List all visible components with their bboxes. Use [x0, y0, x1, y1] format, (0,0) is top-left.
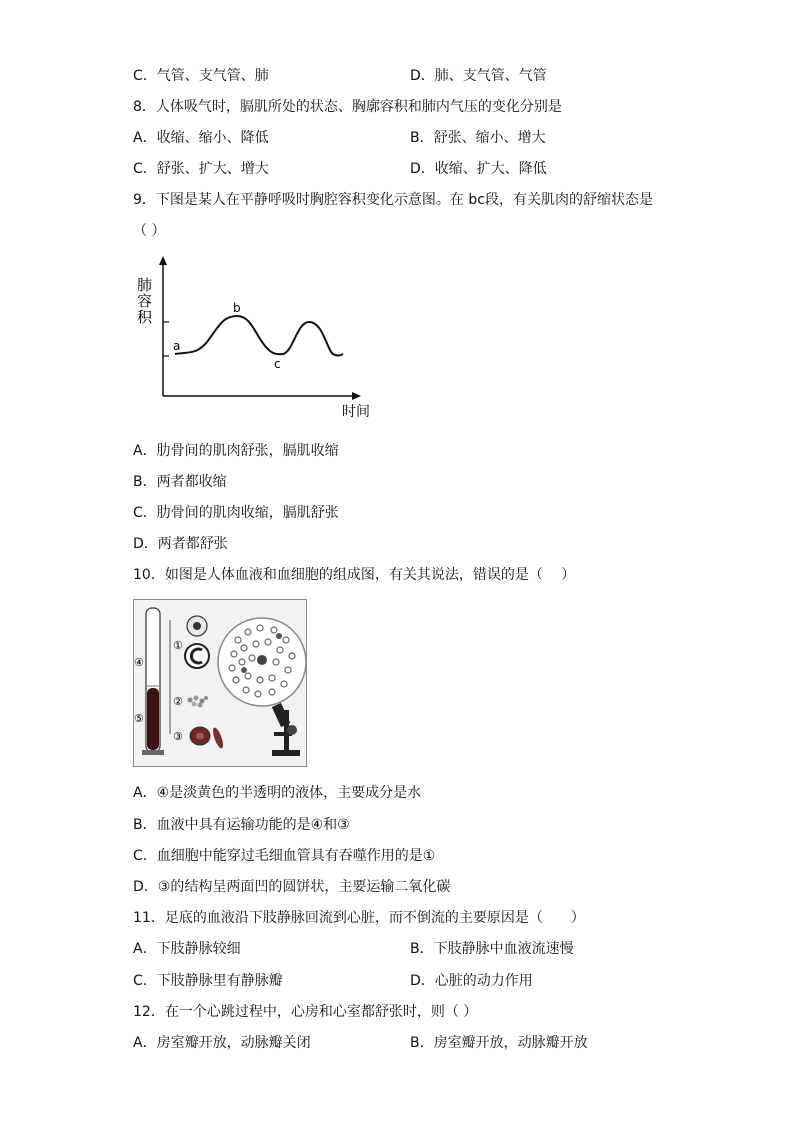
point-a-label: a: [173, 339, 181, 353]
q10-option-a: A．④是淡黄色的半透明的液体，主要成分是水: [133, 785, 422, 801]
q10-option-c: C．血细胞中能穿过毛细血管具有吞噬作用的是①: [133, 848, 436, 864]
label-3: ③: [173, 730, 183, 743]
y-axis-arrow-icon: [159, 256, 167, 265]
blood-composition-drawing: [134, 600, 306, 766]
q7-option-c: C．气管、支气管、肺: [133, 68, 269, 84]
q9-option-d: D．两者都舒张: [133, 536, 228, 552]
volume-curve: [175, 316, 343, 356]
q10-option-b: B．血液中具有运输功能的是④和③: [133, 817, 350, 833]
x-axis-arrow-icon: [352, 392, 361, 400]
q11-stem: 11．足底的血液沿下肢静脉回流到心脏，而不倒流的主要原因是（ ）: [133, 910, 585, 926]
y-label-char-2: 容: [137, 292, 153, 310]
q12-option-b: B．房室瓣开放，动脉瓣开放: [410, 1035, 588, 1051]
label-2: ②: [173, 695, 183, 708]
lung-volume-figure: [135, 248, 385, 424]
blood-cell-layer: [147, 688, 159, 750]
field-white-cell: [257, 655, 267, 665]
label-4: ④: [134, 656, 144, 669]
q9-bracket: （ ）: [133, 223, 166, 239]
q10-option-d: D．③的结构呈两面凹的圆饼状，主要运输二氧化碳: [133, 879, 451, 895]
q12-stem: 12．在一个心跳过程中，心房和心室都舒张时，则（ ）: [133, 1004, 478, 1020]
q9-option-a: A．肋骨间的肌肉舒张，膈肌收缩: [133, 443, 339, 459]
q8-option-c: C．舒张、扩大、增大: [133, 161, 269, 177]
point-b-label: b: [233, 301, 241, 315]
y-label-char-1: 肺: [137, 276, 153, 294]
q11-option-c: C．下肢静脉里有静脉瓣: [133, 973, 283, 989]
q11-option-d: D．心脏的动力作用: [410, 973, 533, 989]
label-5: ⑤: [134, 712, 144, 725]
q9-option-b: B．两者都收缩: [133, 474, 227, 490]
white-cell: [185, 644, 209, 668]
q8-stem: 8．人体吸气时，膈肌所处的状态、胸廓容积和肺内气压的变化分别是: [133, 99, 562, 115]
blood-composition-figure: [133, 599, 307, 767]
label-1: ①: [173, 639, 183, 652]
q12-option-a: A．房室瓣开放，动脉瓣关闭: [133, 1035, 311, 1051]
q11-option-b: B．下肢静脉中血液流速慢: [410, 941, 574, 957]
q9-option-c: C．肋骨间的肌肉收缩，膈肌舒张: [133, 505, 339, 521]
q9-stem: 9．下图是某人在平静呼吸时胸腔容积变化示意图。在 bc段，有关肌肉的舒缩状态是: [133, 192, 653, 208]
x-axis-label: 时间: [342, 404, 370, 420]
q8-option-a: A．收缩、缩小、降低: [133, 130, 269, 146]
q7-option-d: D．肺、支气管、气管: [410, 68, 547, 84]
y-label-char-3: 积: [137, 308, 153, 326]
point-c-label: c: [274, 357, 281, 371]
q10-stem: 10．如图是人体血液和血细胞的组成图，有关其说法，错误的是（ ）: [133, 567, 576, 583]
q8-option-b: B．舒张、缩小、增大: [410, 130, 546, 146]
q11-option-a: A．下肢静脉较细: [133, 941, 241, 957]
q8-option-d: D．收缩、扩大、降低: [410, 161, 547, 177]
